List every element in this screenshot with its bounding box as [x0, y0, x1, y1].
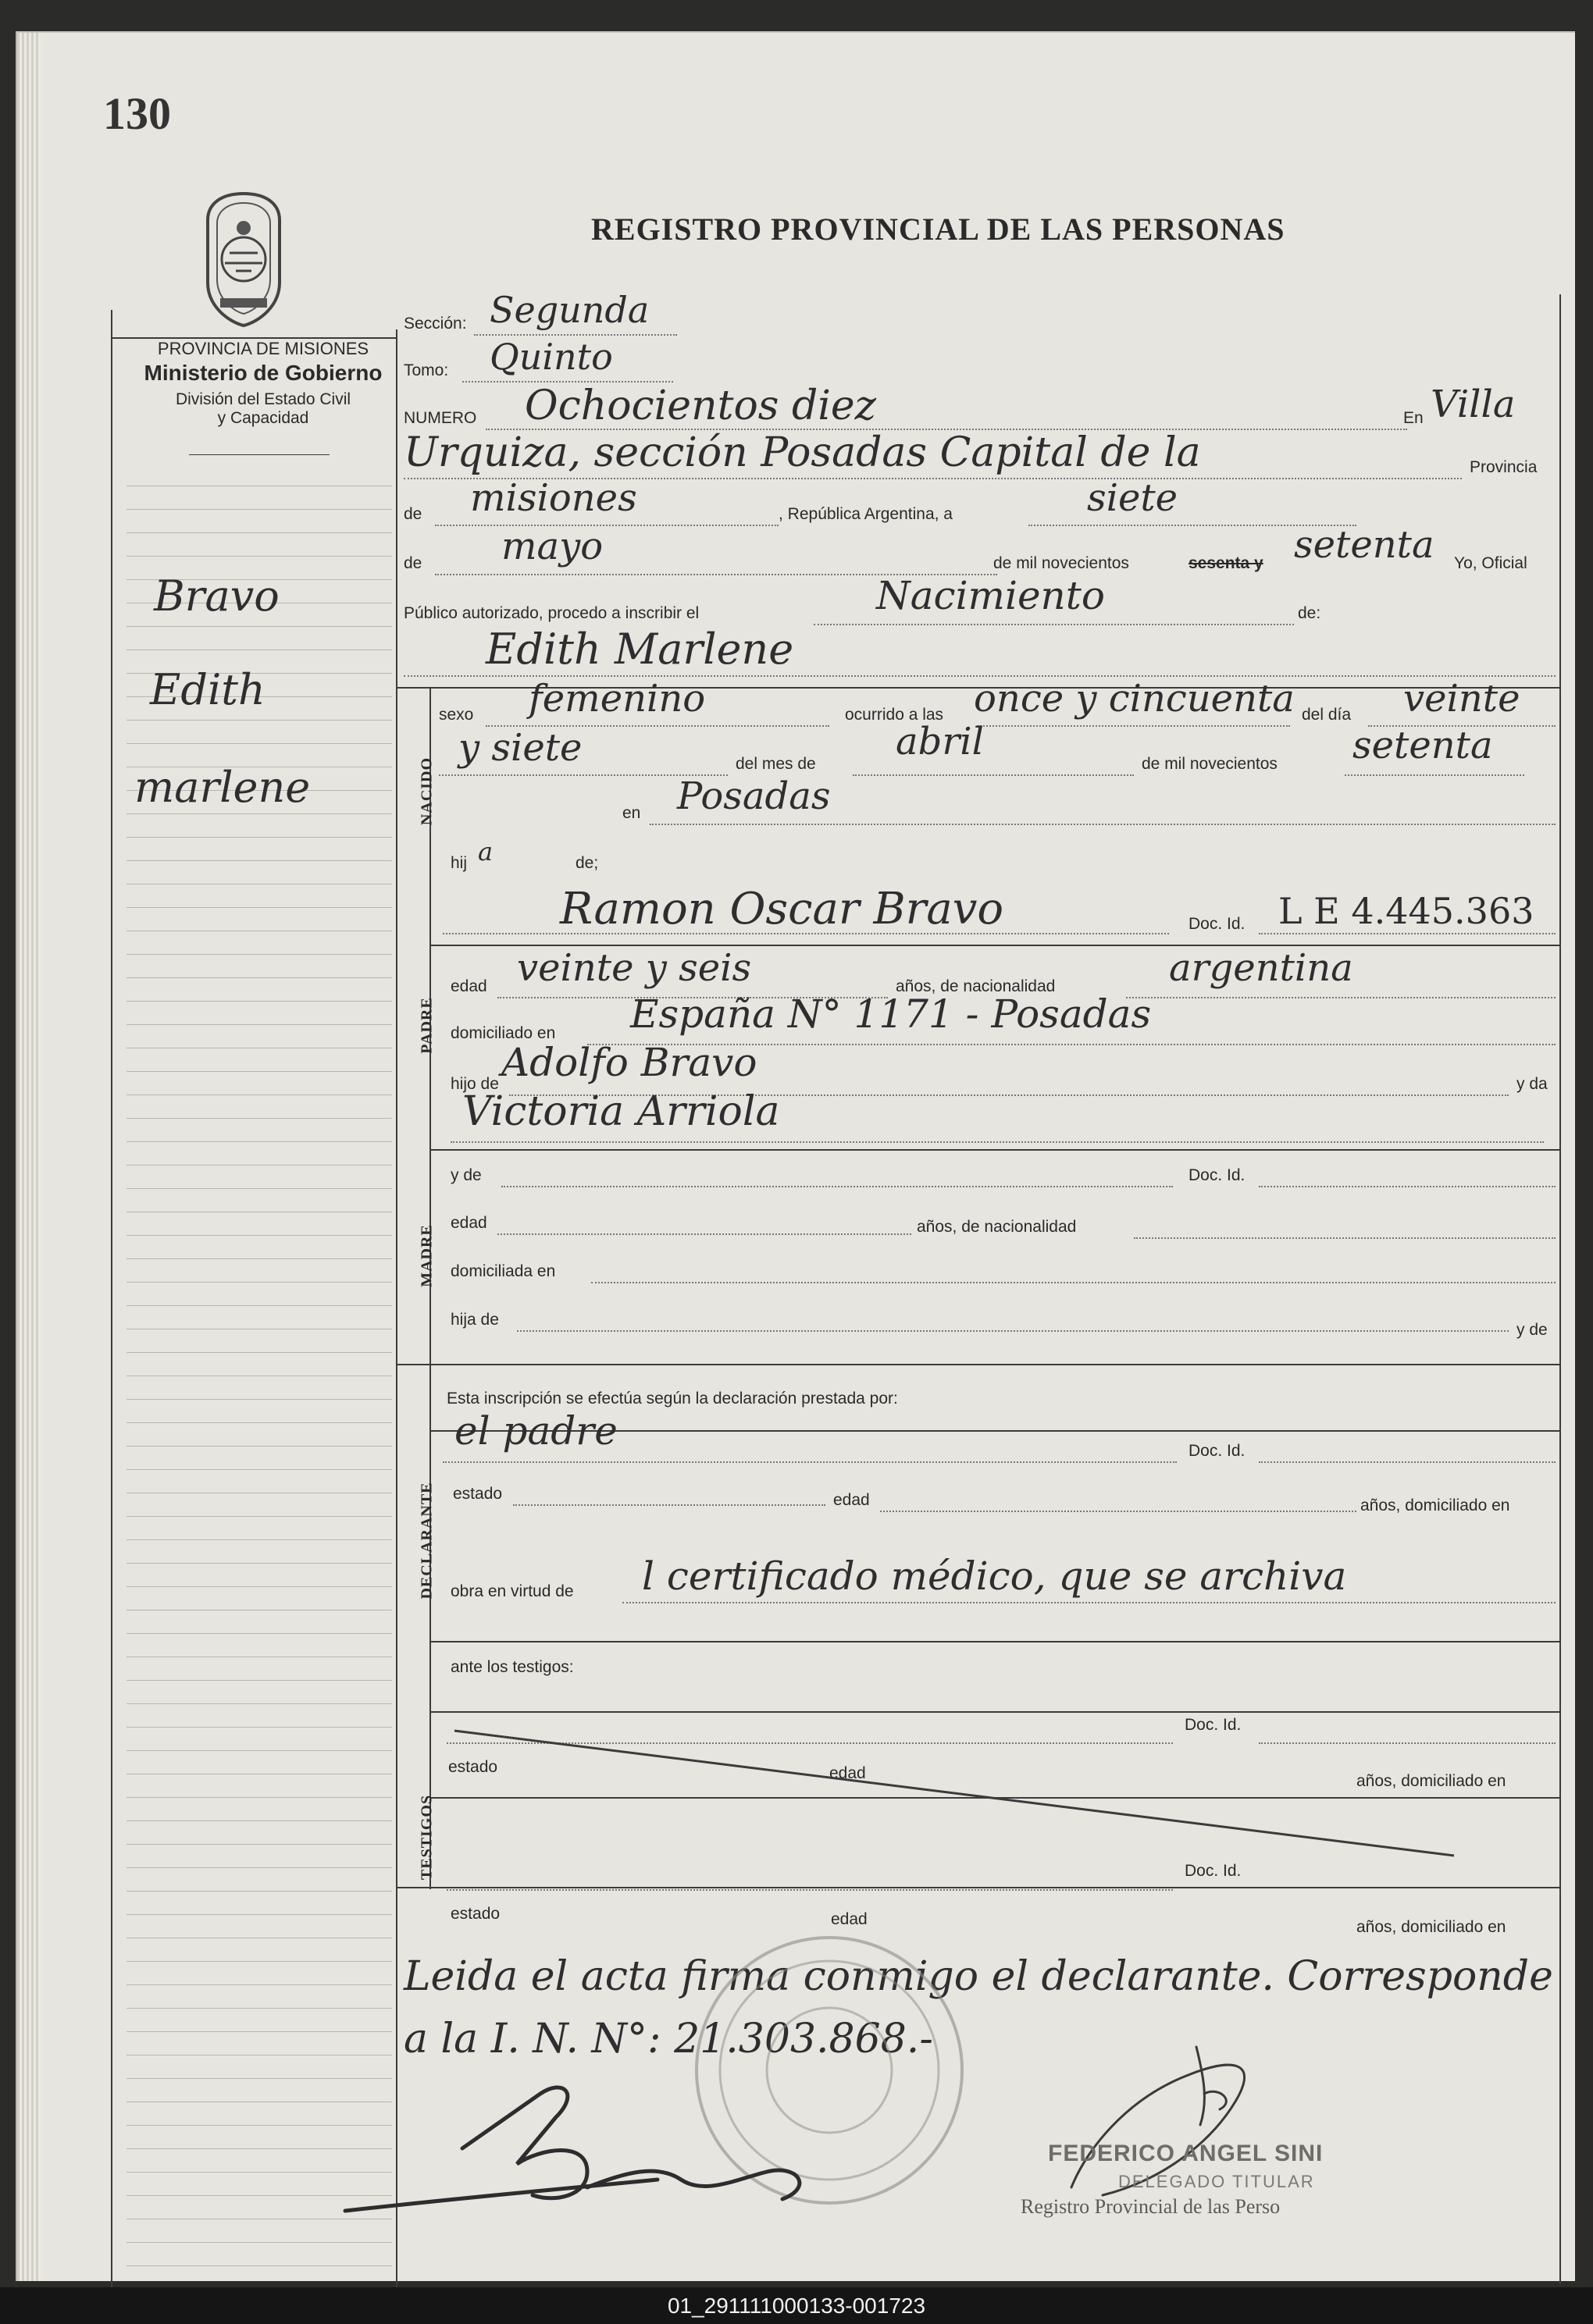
- office-province: PROVINCIA DE MISIONES: [157, 339, 369, 358]
- left-border: [111, 310, 112, 2312]
- entry-mes-nac: abril: [896, 720, 984, 763]
- label-sesenta: sesenta y: [1189, 554, 1263, 572]
- padre-doc-line: [1259, 933, 1556, 934]
- margin-rule-line: [127, 1914, 392, 1915]
- madre-line: [501, 1186, 1173, 1187]
- mes-nac-line: [853, 774, 1134, 776]
- section-label-padre: PADRE: [418, 997, 436, 1054]
- entry-abuelo: Adolfo Bravo: [501, 1040, 757, 1085]
- testigo2-line: [447, 1889, 1173, 1891]
- entry-abuela: Victoria Arriola: [462, 1088, 780, 1135]
- margin-rule-line: [127, 1867, 392, 1868]
- declarant-signature-icon: [330, 2062, 954, 2242]
- margin-rule-line: [127, 556, 392, 557]
- page-number: 130: [103, 88, 171, 139]
- province-emblem-icon: [197, 189, 290, 329]
- margin-rule-line: [127, 1141, 392, 1142]
- margin-rule-line: [127, 2242, 392, 2243]
- margin-rule-line: [127, 1399, 392, 1400]
- label-tomo: Tomo:: [404, 361, 449, 379]
- entry-seccion: Segunda: [490, 289, 650, 331]
- right-border: [1559, 294, 1561, 2285]
- margin-rule-line: [127, 1024, 392, 1025]
- label-de-mil-nac: de mil novecientos: [1142, 755, 1278, 773]
- label-obra: obra en virtud de: [451, 1582, 574, 1600]
- margin-rule-line: [127, 743, 392, 744]
- label-testigos: ante los testigos:: [451, 1658, 574, 1676]
- margin-rule-line: [127, 837, 392, 838]
- anio-nac-line: [1345, 774, 1524, 776]
- obra-line: [622, 1602, 1556, 1603]
- label-numero: NUMERO: [404, 409, 477, 427]
- margin-rule-line: [127, 1820, 392, 1821]
- testigos-bottom: [396, 1887, 1559, 1888]
- label-provincia: Provincia: [1470, 458, 1538, 476]
- label-anos-nac-madre: años, de nacionalidad: [917, 1218, 1077, 1236]
- margin-rule-line: [127, 532, 392, 533]
- label-ocurrido: ocurrido a las: [845, 706, 944, 724]
- label-doc-padre: Doc. Id.: [1189, 915, 1246, 933]
- margin-rule-line: [127, 1586, 392, 1587]
- madre-doc-line: [1259, 1186, 1556, 1187]
- office-division-2: y Capacidad: [217, 409, 309, 427]
- madre-dom-line: [591, 1282, 1556, 1283]
- margin-rule-line: [127, 2265, 392, 2266]
- entry-tomo: Quinto: [490, 336, 613, 378]
- margin-rule-line: [127, 509, 392, 510]
- margin-rule-line: [127, 954, 392, 955]
- label-sexo: sexo: [439, 706, 474, 724]
- margin-rule-line: [127, 1563, 392, 1564]
- declarante-bottom: [429, 1641, 1559, 1642]
- entry-lugar-nac: Posadas: [677, 774, 831, 818]
- margin-rule-line: [127, 1118, 392, 1119]
- entry-numero: Ochocientos diez: [525, 383, 877, 429]
- margin-rule-line: [127, 1071, 392, 1072]
- margin-rule-line: [127, 1680, 392, 1681]
- label-hij: hij: [451, 854, 468, 872]
- footer-id: 01_291111000133-001723: [667, 2294, 926, 2318]
- entry-padre-nacionalidad: argentina: [1169, 946, 1353, 990]
- testigos-top: [429, 1711, 1559, 1713]
- margin-rule-line: [127, 1352, 392, 1353]
- label-y-de-madre: y de: [451, 1166, 482, 1184]
- margin-middlename: marlene: [134, 763, 311, 812]
- entry-provincia: misiones: [470, 476, 637, 520]
- entry-nombre: Edith Marlene: [486, 625, 794, 674]
- margin-rule-line: [127, 1305, 392, 1306]
- label-en: En: [1403, 409, 1424, 427]
- label-edad-padre: edad: [451, 977, 487, 995]
- label-de-mil: de mil novecientos: [993, 554, 1129, 572]
- lugar-nac-line: [650, 824, 1556, 825]
- provincia-line: [435, 525, 779, 526]
- margin-rule-line: [127, 977, 392, 978]
- entry-hij-suffix: a: [478, 837, 494, 867]
- madre-bottom: [396, 1364, 1559, 1365]
- office-ministry: Ministerio de Gobierno: [144, 361, 383, 385]
- label-yo-oficial: Yo, Oficial: [1454, 554, 1527, 572]
- label-declaracion: Esta inscripción se efectúa según la declaración prestada por:: [447, 1390, 898, 1408]
- margin-rule-line: [127, 626, 392, 627]
- section-label-nacido: NACIDO: [418, 756, 436, 826]
- stamp-role: DELEGADO TITULAR: [1118, 2172, 1315, 2191]
- margin-rule-line: [127, 1282, 392, 1283]
- label-doc-testigo2: Doc. Id.: [1185, 1862, 1242, 1880]
- label-y-de-madre-2: y de: [1516, 1321, 1548, 1339]
- entry-lugar: Urquiza, sección Posadas Capital de la: [404, 429, 1201, 476]
- label-del-dia: del día: [1302, 706, 1352, 724]
- page-title: REGISTRO PROVINCIAL DE LAS PERSONAS: [591, 212, 1285, 247]
- margin-rule-line: [127, 1633, 392, 1634]
- top-border: [111, 337, 397, 339]
- margin-rule-line: [127, 1094, 392, 1095]
- margin-rule-line: [127, 2031, 392, 2032]
- label-en-lugar: en: [622, 804, 641, 822]
- declarante-estado-line: [513, 1504, 825, 1506]
- label-domiciliado-padre: domiciliado en: [451, 1024, 556, 1042]
- label-domiciliada-madre: domiciliada en: [451, 1262, 556, 1280]
- cancellation-line: [447, 1723, 1462, 1863]
- entry-mes: mayo: [501, 525, 604, 568]
- margin-rule-line: [127, 1844, 392, 1845]
- section-label-declarante: DECLARANTE: [418, 1482, 436, 1600]
- stamp-office: Registro Provincial de las Perso: [1021, 2195, 1281, 2218]
- margin-rule-line: [127, 1469, 392, 1470]
- margin-rule-line: [127, 1891, 392, 1892]
- margin-rule-line: [127, 1961, 392, 1962]
- madre-edad-line: [497, 1233, 911, 1235]
- margin-rule-line: [127, 813, 392, 814]
- margin-rule-line: [127, 1001, 392, 1002]
- margin-rule-line: [127, 1188, 392, 1189]
- madre-top: [429, 1149, 1559, 1151]
- label-anos-dom-testigo2: años, domiciliado en: [1356, 1918, 1506, 1936]
- stamp-name: FEDERICO ANGEL SINI: [1048, 2141, 1324, 2166]
- margin-rule-line: [127, 907, 392, 908]
- label-doc-declarante: Doc. Id.: [1189, 1442, 1246, 1460]
- margin-rule-line: [127, 1165, 392, 1166]
- label-de-padres: de;: [576, 854, 599, 872]
- entry-acto: Nacimiento: [876, 573, 1105, 618]
- declarante-edad-line: [880, 1511, 1356, 1512]
- label-de-acto: de:: [1298, 604, 1321, 622]
- abuela-line: [451, 1141, 1544, 1143]
- label-seccion: Sección:: [404, 315, 467, 333]
- hora-line: [978, 725, 1290, 727]
- entry-dia-nac: veinte: [1403, 677, 1520, 721]
- label-edad-madre: edad: [451, 1214, 487, 1232]
- margin-rule-line: [127, 2008, 392, 2009]
- madre-nac-line: [1134, 1237, 1556, 1239]
- entry-dia: siete: [1087, 476, 1178, 520]
- label-estado-declarante: estado: [453, 1485, 503, 1503]
- label-del-mes: del mes de: [736, 755, 816, 773]
- section-label-madre: MADRE: [418, 1224, 436, 1287]
- office-block: [119, 339, 408, 428]
- label-anos-nac-padre: años, de nacionalidad: [896, 977, 1056, 995]
- margin-rule-line: [127, 860, 392, 861]
- office-underline: [189, 454, 330, 455]
- madre-padres-line: [517, 1330, 1509, 1332]
- label-anos-dom-testigo1: años, domiciliado en: [1356, 1772, 1506, 1790]
- label-anos-dom-declarante: años, domiciliado en: [1360, 1497, 1510, 1514]
- label-y-da: y da: [1516, 1075, 1548, 1093]
- margin-rule-line: [127, 1446, 392, 1447]
- margin-rule-line: [127, 1422, 392, 1423]
- label-doc-testigo1: Doc. Id.: [1185, 1716, 1242, 1734]
- acto-line: [814, 624, 1294, 625]
- entry-padre: Ramon Oscar Bravo: [560, 884, 1004, 934]
- margin-rule-line: [127, 1984, 392, 1985]
- label-republica: , República Argentina, a: [779, 505, 953, 523]
- margin-rule-line: [127, 1703, 392, 1704]
- entry-anio: setenta: [1294, 523, 1434, 567]
- label-publico: Público autorizado, procedo a inscribir el: [404, 604, 700, 622]
- margin-rule-line: [127, 1516, 392, 1517]
- entry-en: Villa: [1431, 383, 1516, 426]
- label-edad-declarante: edad: [833, 1491, 870, 1509]
- entry-sexo: femenino: [529, 677, 706, 721]
- label-edad-testigo2: edad: [831, 1910, 868, 1928]
- padre-nac-line: [1126, 997, 1556, 998]
- margin-rule-line: [127, 1235, 392, 1236]
- entry-hora: once y cincuenta: [974, 677, 1295, 721]
- entry-dia-nac2: y siete: [458, 726, 583, 770]
- entry-nota-2: a la I. N. N°: 21.303.868.-: [404, 2016, 933, 2062]
- entry-padre-edad: veinte y seis: [517, 946, 752, 990]
- declarante-line: [443, 1461, 1177, 1463]
- section-label-testigos: TESTIGOS: [418, 1794, 436, 1881]
- label-edad-testigo1: edad: [829, 1764, 866, 1782]
- margin-rule-line: [127, 1797, 392, 1798]
- column-divider: [396, 329, 397, 2312]
- entry-certificado: l certificado médico, que se archiva: [642, 1553, 1347, 1599]
- label-doc-madre: Doc. Id.: [1189, 1166, 1246, 1184]
- entry-padre-domicilio: España N° 1171 - Posadas: [630, 991, 1152, 1037]
- register-page: [16, 31, 1575, 2281]
- label-hija-de: hija de: [451, 1311, 499, 1329]
- label-de: de: [404, 505, 422, 523]
- entry-nota-1: Leida el acta firma conmigo el declarante. Corresponde: [404, 1953, 1553, 2000]
- margin-firstname: Edith: [150, 665, 266, 714]
- margin-rule-line: [127, 1539, 392, 1540]
- margin-rule-line: [127, 1727, 392, 1728]
- entry-anio-nac: setenta: [1352, 724, 1493, 767]
- label-hijo-de: hijo de: [451, 1075, 499, 1093]
- margin-rule-line: [127, 1258, 392, 1259]
- office-division: División del Estado Civil: [175, 390, 351, 408]
- margin-rule-line: [127, 1750, 392, 1751]
- label-estado-testigo1: estado: [448, 1758, 498, 1776]
- entry-declarante: el padre: [454, 1408, 618, 1454]
- label-estado-testigo2: estado: [451, 1905, 501, 1923]
- margin-rule-line: [127, 720, 392, 721]
- label-de-mes: de: [404, 554, 422, 572]
- declarante-doc-line: [1259, 1461, 1556, 1463]
- margin-surname: Bravo: [154, 571, 280, 621]
- entry-padre-doc: L E 4.445.363: [1278, 890, 1534, 932]
